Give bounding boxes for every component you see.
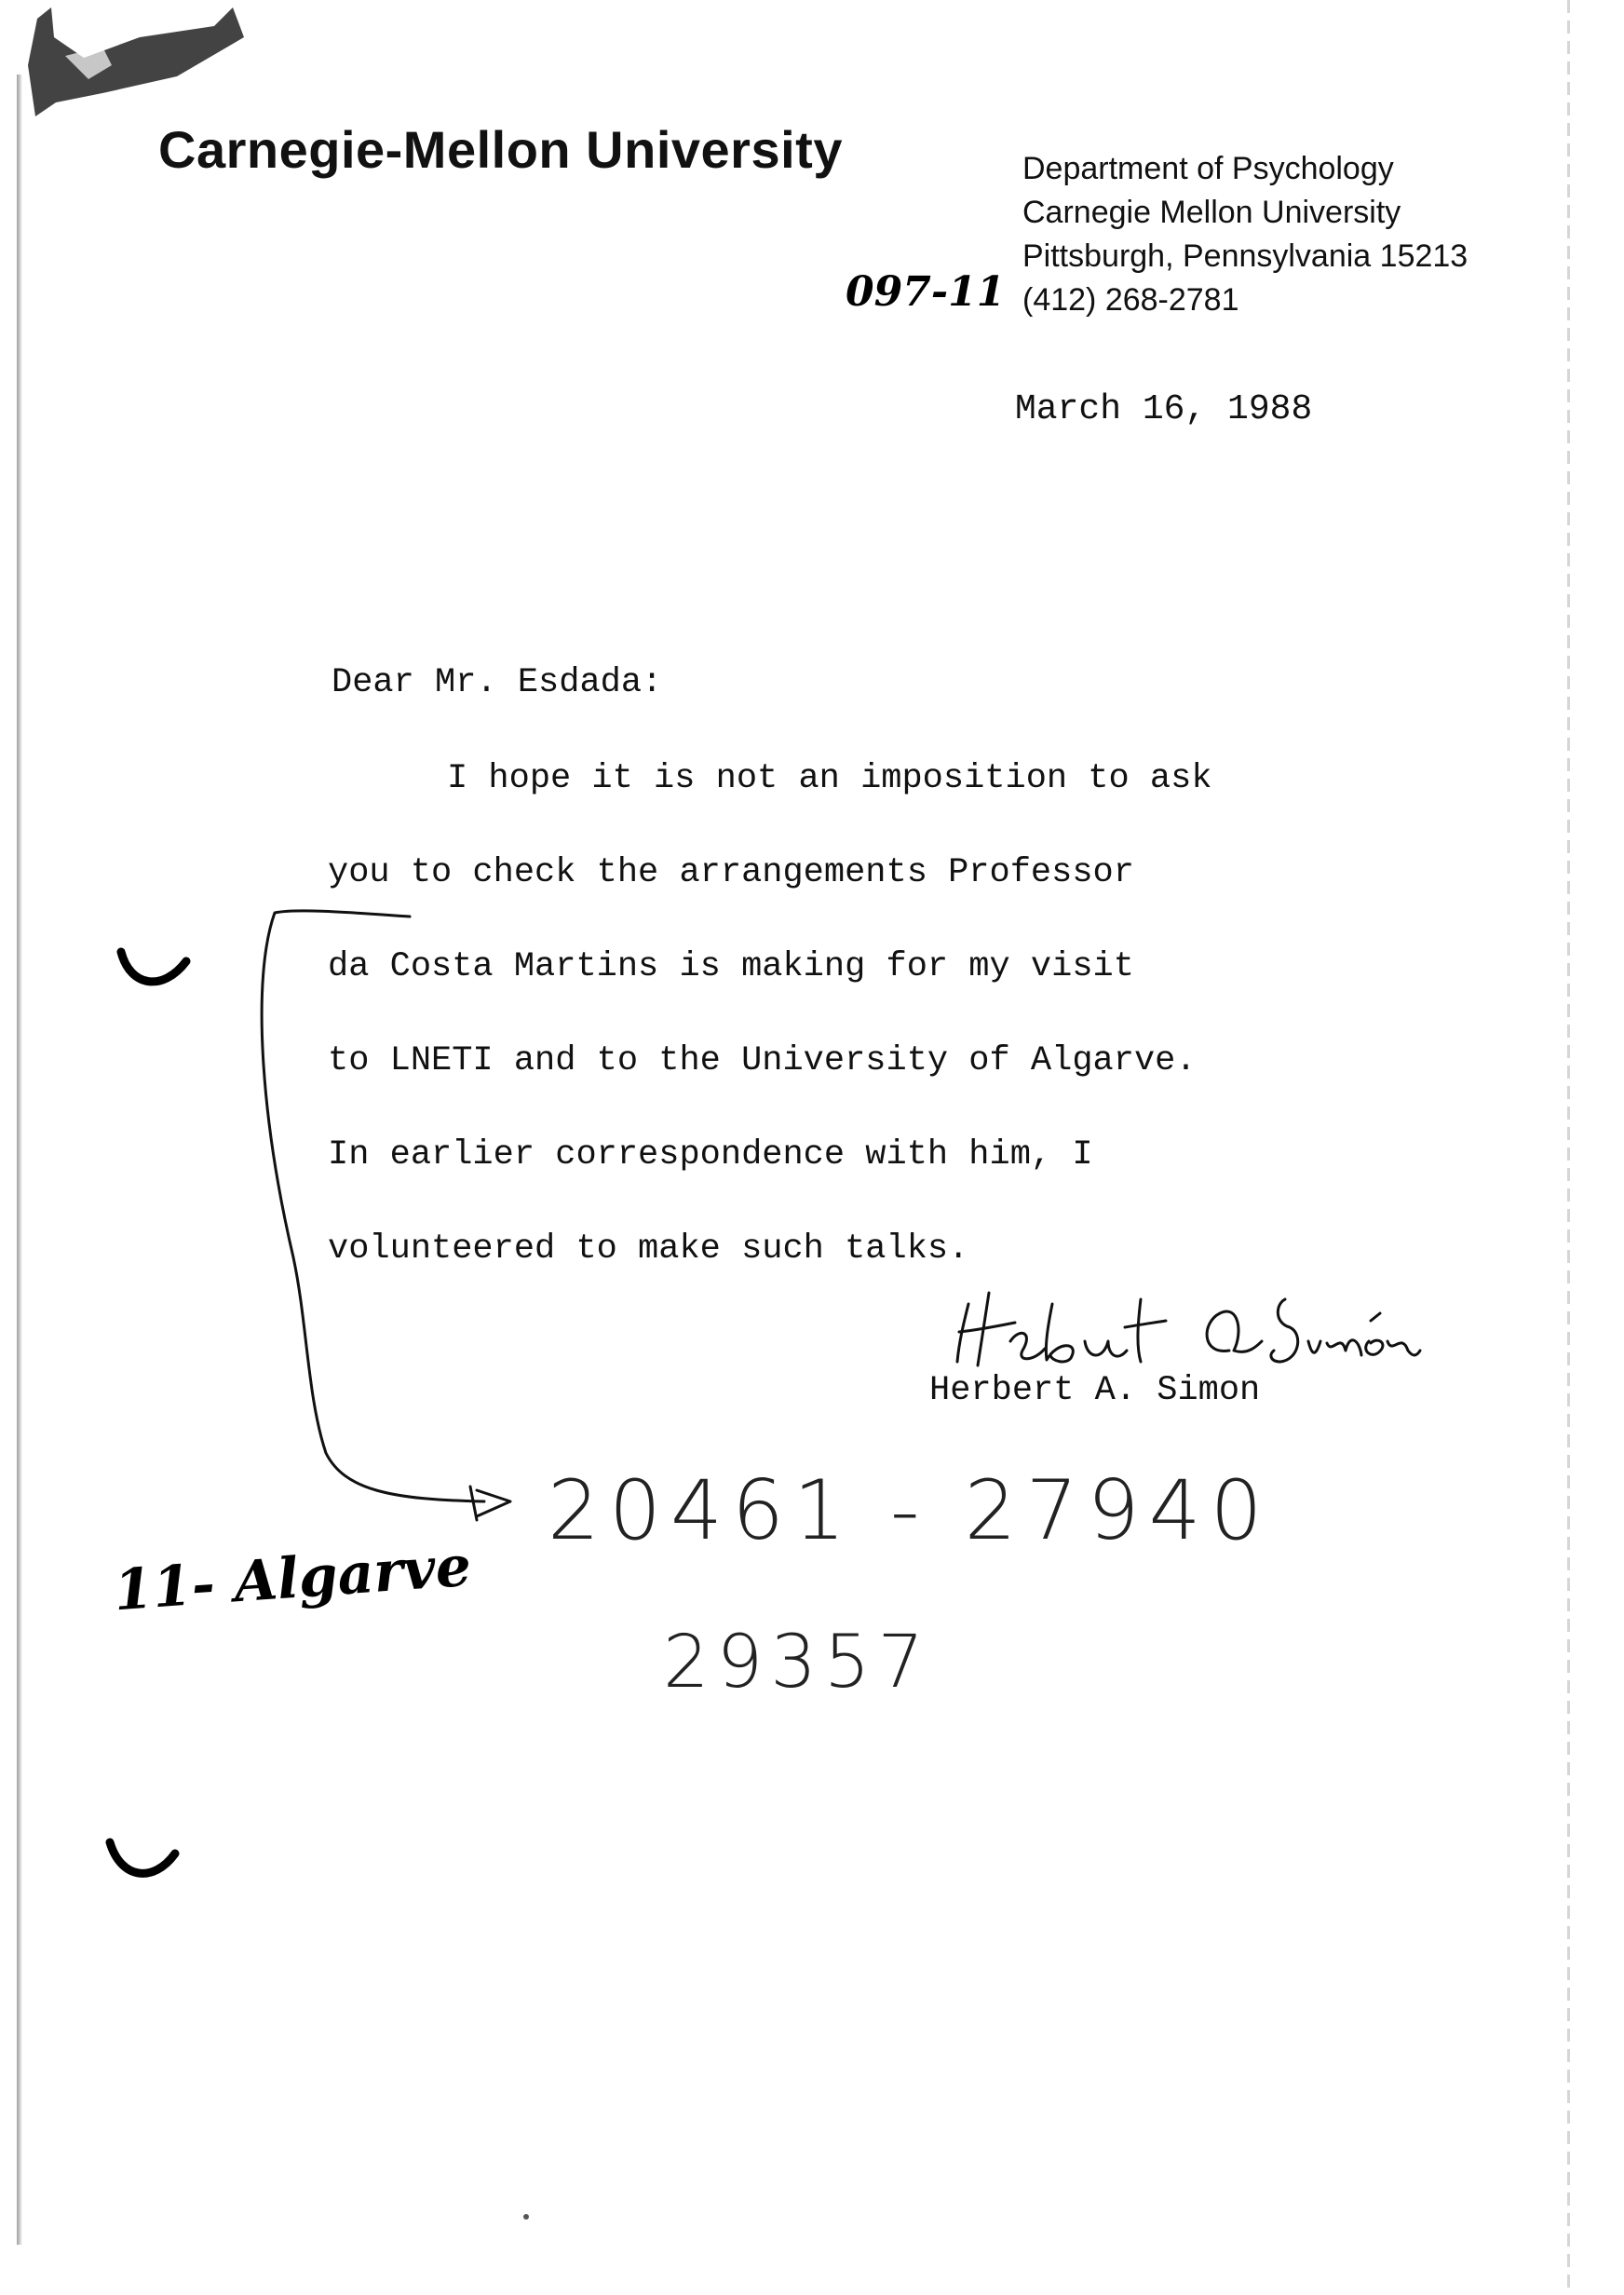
signer-name: Herbert A. Simon xyxy=(929,1371,1261,1410)
letter-date: March 16, 1988 xyxy=(1015,389,1313,429)
address-university: Carnegie Mellon University xyxy=(1022,195,1401,230)
check-mark-icon xyxy=(110,1842,175,1873)
body-line: volunteered to make such talks. xyxy=(328,1229,969,1269)
handwritten-numbers-line1: 20461 - 27940 xyxy=(548,1462,1272,1558)
address-phone: (412) 268-2781 xyxy=(1022,282,1239,318)
scan-edge-right xyxy=(1567,0,1570,2295)
letterhead-address xyxy=(1022,147,1468,322)
handwritten-margin-note: 11- Algarve xyxy=(112,1533,474,1624)
scan-edge-left xyxy=(17,75,22,2245)
body-line: you to check the arrangements Professor xyxy=(328,853,1134,892)
body-line: In earlier correspondence with him, I xyxy=(328,1135,1093,1175)
handwritten-reference-number: 097-11 xyxy=(846,268,1006,316)
address-department: Department of Psychology xyxy=(1022,151,1394,186)
address-city: Pittsburgh, Pennsylvania 15213 xyxy=(1022,238,1468,274)
letter-body xyxy=(328,758,1212,1323)
handwritten-numbers-line2: 29357 xyxy=(663,1621,932,1704)
body-line: I hope it is not an imposition to ask xyxy=(447,759,1212,798)
body-line: to LNETI and to the University of Algarve. xyxy=(328,1041,1197,1080)
letterhead-brand: Carnegie-Mellon University xyxy=(158,120,843,179)
check-mark-icon xyxy=(121,952,186,982)
salutation: Dear Mr. Esdada: xyxy=(332,663,663,702)
body-line: da Costa Martins is making for my visit xyxy=(328,947,1134,986)
